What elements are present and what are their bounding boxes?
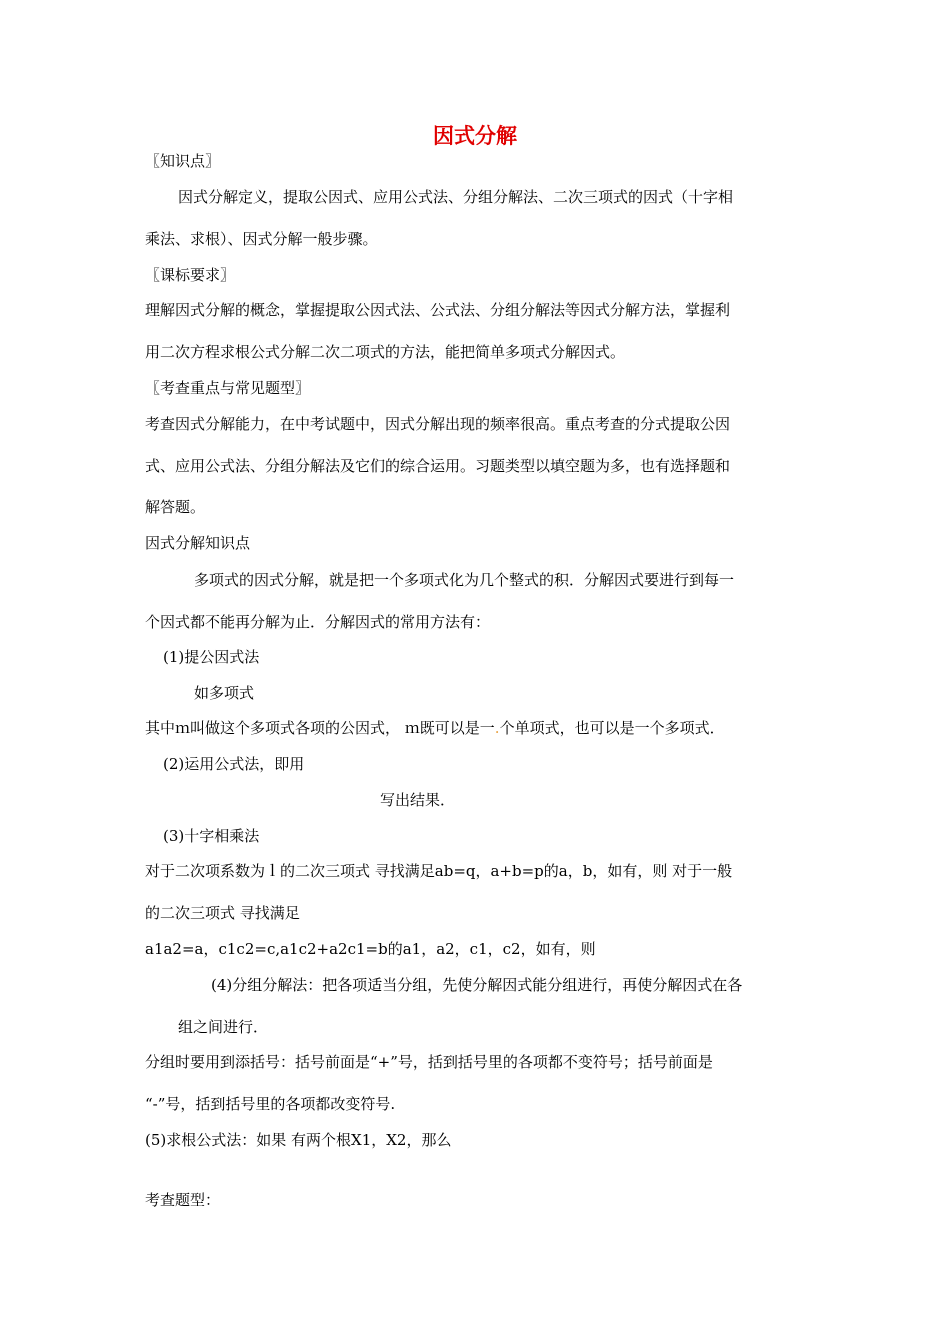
paragraph-line: 个因式都不能再分解为止．分解因式的常用方法有：: [145, 613, 491, 631]
paragraph-line: “-”号，括到括号里的各项都改变符号.: [145, 1095, 396, 1113]
text-run: 个单项式，也可以是一个多项式．: [499, 719, 725, 737]
paragraph-line: a1a2=a，c1c2=c,a1c2+a2c1=b的a1，a2，c1，c2，如有，则: [145, 940, 596, 958]
paragraph-line: 组之间进行．: [178, 1018, 269, 1036]
method-heading-3: (3)十字相乘法: [163, 827, 260, 845]
paragraph-line: 解答题。: [145, 498, 206, 516]
section-heading-standard: 〖课标要求〗: [145, 266, 236, 284]
paragraph-line: 如多项式: [194, 684, 255, 702]
paragraph-line: [145, 718, 725, 738]
paragraph-line: 理解因式分解的概念，掌握提取公因式法、公式法、分组分解法等因式分解方法，掌握利: [145, 301, 731, 319]
paragraph-line: 考查因式分解能力，在中考试题中，因式分解出现的频率很高。重点考查的分式提取公因: [145, 415, 731, 433]
method-heading-1: (1)提公因式法: [163, 648, 260, 666]
paragraph-line: 因式分解定义，提取公因式、应用公式法、分组分解法、二次三项式的因式（十字相: [178, 188, 734, 206]
section-heading-exam: 〖考查重点与常见题型〗: [145, 379, 311, 397]
paragraph-line: 用二次方程求根公式分解二次二项式的方法，能把简单多项式分解因式。: [145, 343, 626, 361]
paragraph-line: 乘法、求根）、因式分解一般步骤。: [145, 230, 378, 248]
paragraph-line: 写出结果．: [380, 791, 456, 809]
paragraph-line: 的二次三项式 寻找满足: [145, 904, 300, 922]
page-title: 因式分解: [433, 124, 517, 148]
text-run: 其中ｍ叫做这个多项式各项的公因式， ｍ既可以是一: [145, 719, 495, 737]
section-heading-knowledge: 〖知识点〗: [145, 152, 221, 170]
paragraph-line: 式、应用公式法、分组分解法及它们的综合运用。习题类型以填空题为多，也有选择题和: [145, 457, 731, 475]
paragraph-line: 对于二次项系数为ｌ的二次三项式 寻找满足ab=q，a+b=p的a，b，如有，则 对于一般: [145, 862, 733, 880]
method-heading-2: (2)运用公式法，即用: [163, 755, 305, 773]
paragraph-line: 分组时要用到添括号：括号前面是“+”号，括到括号里的各项都不变符号；括号前面是: [145, 1053, 713, 1071]
section-heading-knowledge-points: 因式分解知识点: [145, 534, 251, 552]
method-heading-5: (5)求根公式法：如果 有两个根X1，X2，那么: [145, 1131, 452, 1149]
emphasis-dot: .: [494, 719, 500, 737]
paragraph-line: 多项式的因式分解，就是把一个多项式化为几个整式的积．分解因式要进行到每一: [194, 571, 735, 589]
section-heading-types: 考查题型：: [145, 1191, 221, 1209]
method-heading-4: (4)分组分解法：把各项适当分组，先使分解因式能分组进行，再使分解因式在各: [211, 976, 743, 994]
